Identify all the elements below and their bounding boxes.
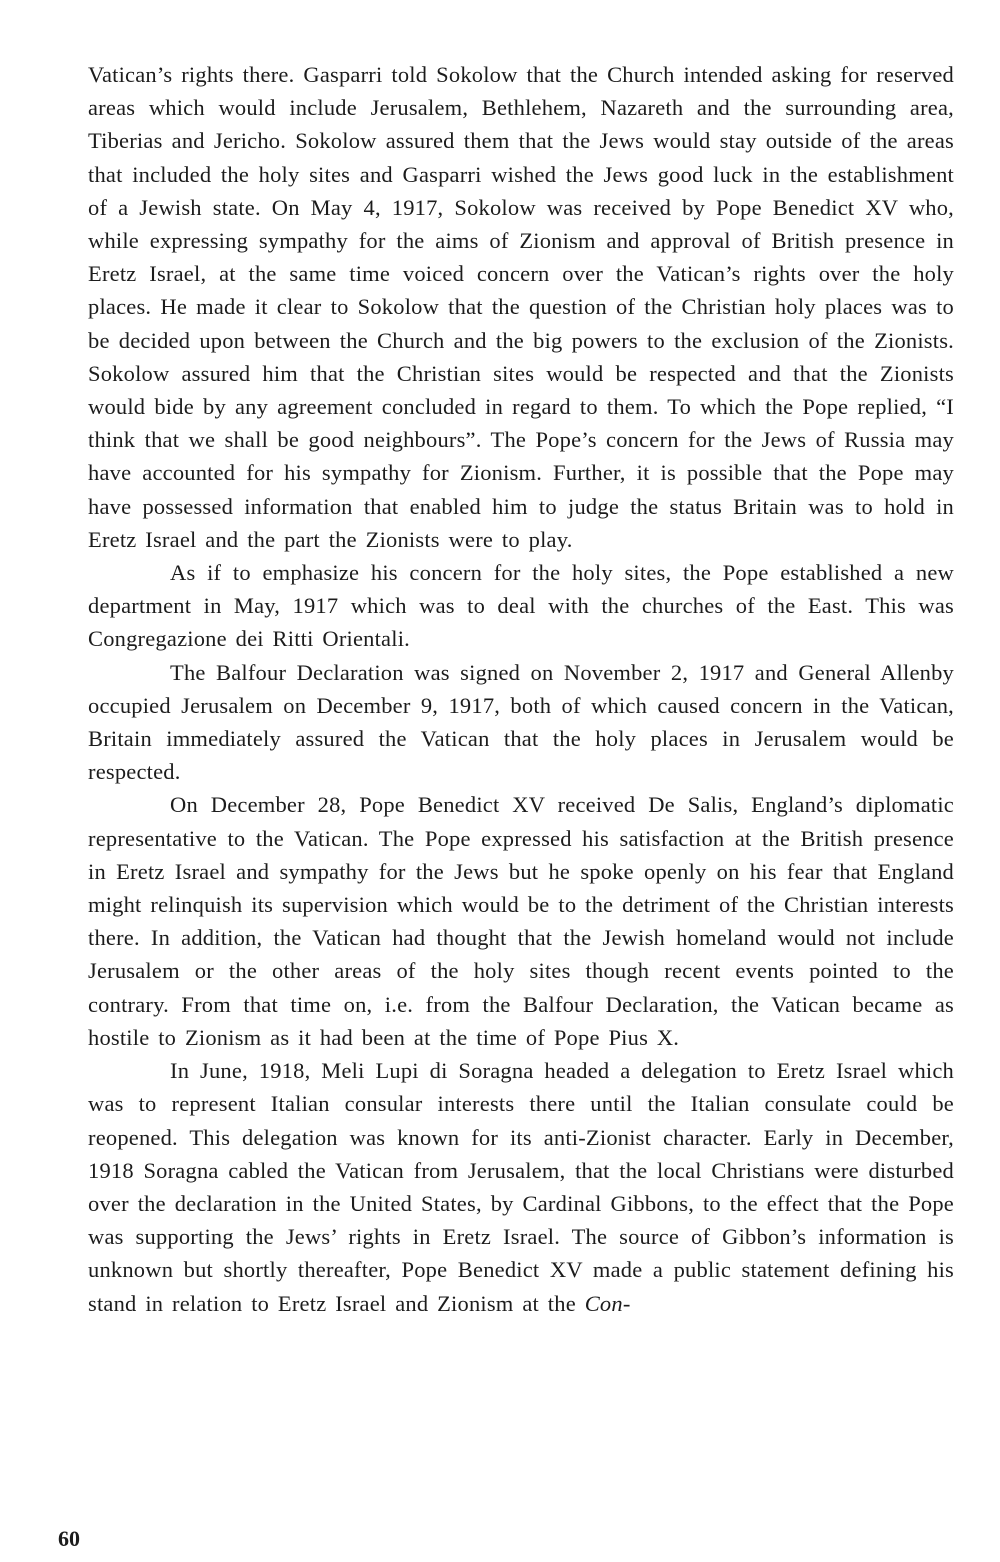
paragraph-5-text: In June, 1918, Meli Lupi di Soragna headed a delegation to Eretz Israel which was to represent Italian consular interests there until the Italian consulate could be reopened. This delegation was known for its anti-Zionist character. Early in December, 1918 Soragna cabled the Vatican from Jerusalem, that the local Christians were disturbed over the declaration in the United States, by Cardinal Gibbons, to the effect that the Pope was supporting the Jews’ rights in Eretz Israel. The source of Gibbon’s information is unknown but shortly thereafter, Pope Benedict XV made a public statement defining his stand in relation to Eretz Israel and Zionism at the xyxy=(88,1058,954,1316)
paragraph-2: As if to emphasize his concern for the holy sites, the Pope established a new department in May, 1917 which was to deal with the churches of the East. This was Congregazione dei Ritti Orientali. xyxy=(88,560,954,652)
page-number: 60 xyxy=(58,1526,80,1551)
paragraph-5-italic-continuation: Con- xyxy=(584,1290,631,1316)
paragraph-5 xyxy=(88,1054,954,1320)
paragraph-3: The Balfour Declaration was signed on November 2, 1917 and General Allenby occupied Jerusalem on December 9, 1917, both of which caused concern in the Vatican, Britain immediately assured the Vatican that the holy places in Jerusalem would be respected. xyxy=(88,659,954,785)
page-body xyxy=(88,58,954,1320)
paragraph-1: Vatican’s rights there. Gasparri told Sokolow that the Church intended asking for reserved areas which would include Jerusalem, Bethlehem, Nazareth and the surrounding area, Tiberias and Jericho. Sokolow assured them that the Jews would stay outside of the areas that included the holy sites and Gasparri wished the Jews good luck in the establishment of a Jewish state. On May 4, 1917, Sokolow was received by Pope Benedict XV who, while expressing sympathy for the aims of Zionism and approval of British presence in Eretz Israel, at the same time voiced concern over the Vatican’s rights over the holy places. He made it clear to Sokolow that the question of the Christian holy places was to be decided upon between the Church and the big powers to the exclusion of the Zionists. Sokolow assured him that the Christian sites would be respected and that the Zionists would bide by any agreement concluded in regard to them. To which the Pope replied, “I think that we shall be good neighbours”. The Pope’s concern for the Jews of Russia may have accounted for his sympathy for Zionism. Further, it is possible that the Pope may have possessed information that enabled him to judge the status Britain was to hold in Eretz Israel and the part the Zionists were to play. xyxy=(88,62,954,552)
paragraph-4: On December 28, Pope Benedict XV received De Salis, England’s diplomatic representative to the Vatican. The Pope expressed his satisfaction at the British presence in Eretz Israel and sympathy for the Jews but he spoke openly on his fear that England might relinquish its supervision which would be to the detriment of the Christian interests there. In addition, the Vatican had thought that the Jewish homeland would not include Jerusalem or the other areas of the holy sites though recent events pointed to the contrary. From that time on, i.e. from the Balfour Declaration, the Vatican became as hostile to Zionism as it had been at the time of Pope Pius X. xyxy=(88,792,954,1050)
